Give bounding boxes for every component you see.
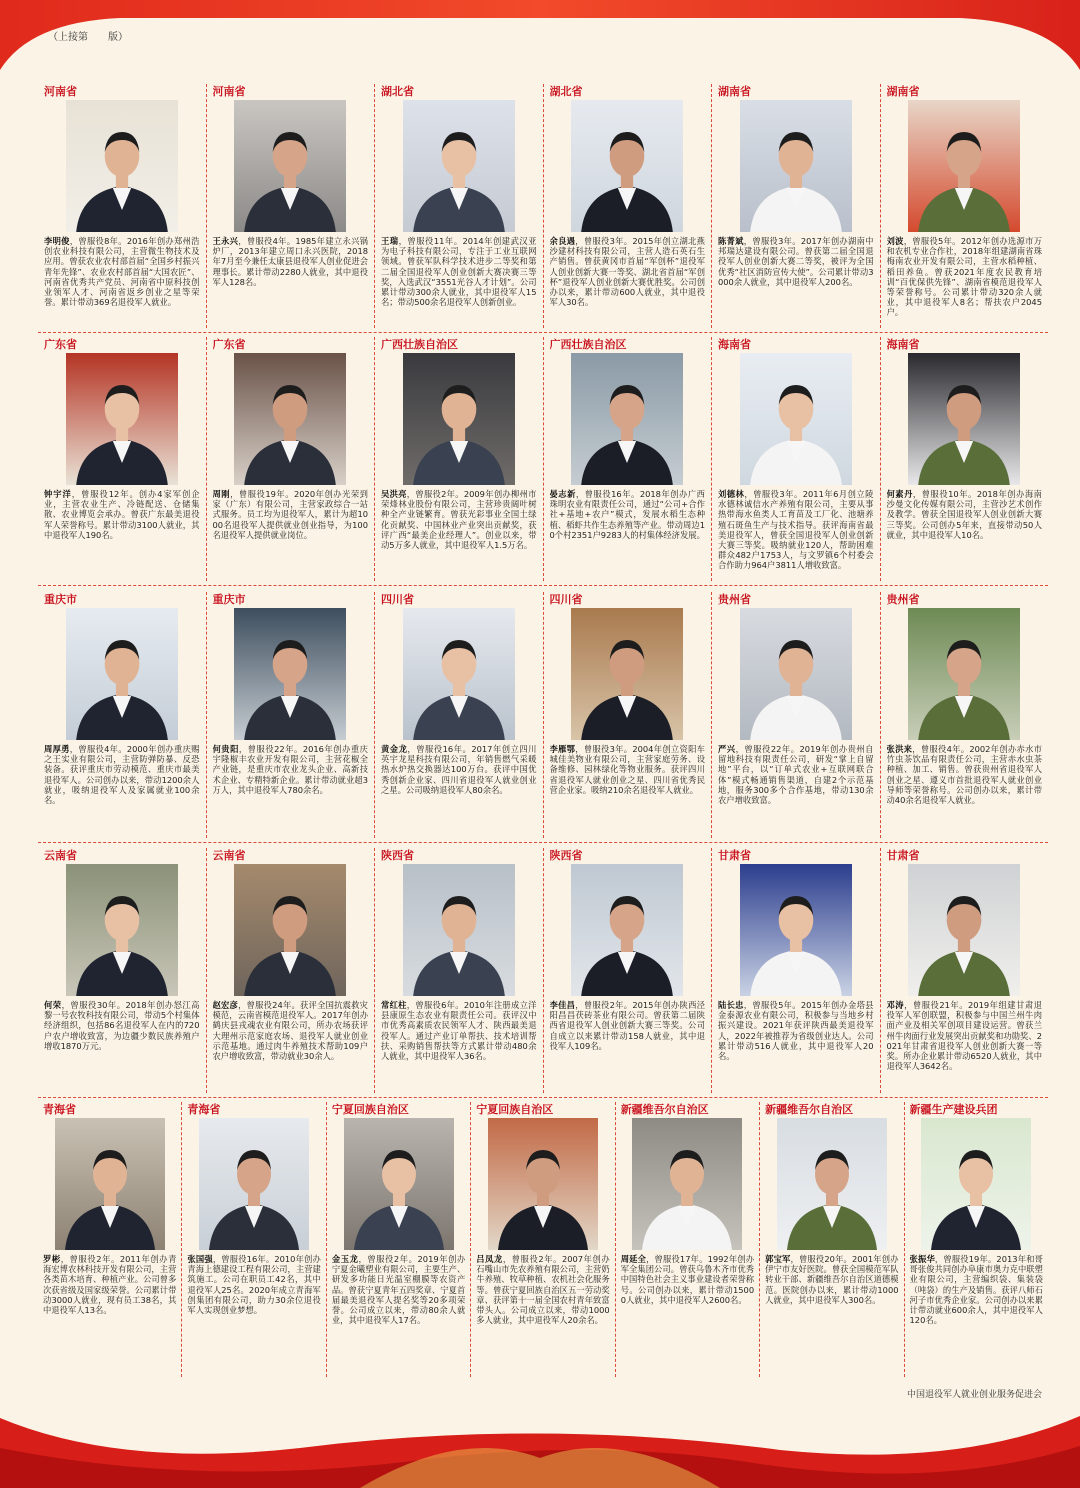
person-name: 张振华 [909, 1254, 935, 1264]
person-bio: ，曾服役8年。2016年创办郑州浩创农业科技有限公司，主营微生物技术及应用。曾获农业农村部首届“全国乡村振兴青年先锋”、农业农村部首届“大国农匠”、河南省优秀共产党员、河南省中原科技创业领军人才、河南省返乡创业之星等荣誉。累计带动369名退役军人就业。 [44, 236, 200, 308]
person-name: 刘波 [886, 236, 904, 246]
veteran-profile-card [38, 1102, 182, 1377]
profile-text [43, 1254, 176, 1375]
veteran-profile-card [375, 592, 544, 838]
portrait-photo [199, 1118, 309, 1250]
person-bio: ，曾服役2年。2019年创办宁夏金曦塑业有限公司，主要生产、研发多功能日光温室棚膜等农资产品。曾获宁夏青年五四奖章、宁夏首届最美退役军人提名奖等20多项荣誉。公司成立以来，带动80余人就业，其中退役军人17名。 [331, 1254, 466, 1326]
person-name: 陈菁斌 [718, 236, 744, 246]
footer-organization: 中国退役军人就业创业服务促进会 [906, 1390, 1042, 1400]
province-label: 湖南省 [886, 85, 920, 98]
profile-text [187, 1254, 320, 1375]
veteran-profile-card [471, 1102, 615, 1377]
profile-text [381, 744, 537, 836]
province-label: 广西壮族自治区 [381, 338, 458, 351]
veteran-profile-card [544, 848, 713, 1093]
profile-text [887, 489, 1043, 579]
veteran-profile-card [38, 337, 207, 581]
portrait-photo [403, 608, 515, 740]
portrait-photo [488, 1118, 598, 1250]
person-bio: ，曾服役16年。2017年创立四川英宇龙星科技有限公司，年销售燃气采暖热水炉热交换器达100万台。获评中国优秀创新企业家、四川省退役军人就业创业之星。公司吸纳退役军人80余名。 [381, 744, 537, 795]
person-name: 李雁鄂 [549, 744, 576, 754]
province-label: 宁夏回族自治区 [476, 1103, 554, 1116]
province-label: 广西壮族自治区 [549, 338, 627, 351]
veteran-profile-card [207, 84, 376, 328]
profile-text [550, 489, 706, 579]
veteran-profile-card [375, 84, 544, 328]
person-name: 金玉龙 [331, 1254, 359, 1264]
province-label: 云南省 [44, 849, 77, 862]
person-name: 刘德林 [718, 489, 745, 499]
province-label: 云南省 [212, 849, 246, 862]
portrait-photo [908, 353, 1020, 485]
profile-text [381, 236, 537, 326]
portrait-photo [740, 353, 852, 485]
person-bio: ，曾服役4年。2000年创办重庆赐之王实业有限公司，主营防弹防暴、反恐装备。获评重庆市劳动模范、重庆市最美退役军人。公司创办以来，带动1200余人就业，吸纳退役军人及家属就业100余名。 [44, 744, 200, 806]
portrait-photo [403, 353, 515, 485]
person-name: 邓涛 [886, 1000, 905, 1010]
portrait-photo [571, 864, 683, 996]
province-label: 贵州省 [886, 593, 920, 606]
profile-text [718, 1000, 874, 1091]
bottom-decorative-band [0, 1398, 1080, 1488]
veteran-profile-card [712, 592, 881, 838]
person-name: 何素丹 [886, 489, 913, 499]
portrait-photo [234, 100, 346, 232]
profile-text [44, 1000, 200, 1091]
profile-text [718, 489, 874, 579]
province-label: 四川省 [381, 593, 414, 606]
profile-row [38, 337, 1048, 581]
portrait-photo [908, 100, 1020, 232]
person-bio: ，曾服役4年。2002年创办赤水市竹虫茶饮品有限责任公司，主营赤水虫茶种植、加工、销售。曾获贵州省退役军人创业之星、遵义市首批退役军人就业创业导师等荣誉称号。公司创办以来，累计带动40余名退役军人就业。 [886, 744, 1042, 806]
person-bio: ，曾服役2年。2007年创办石嘴山市先农养殖有限公司，主营奶牛养殖、牧草种植、农机社会化服务等。曾获宁夏回族自治区五一劳动奖章、获评第十一届全国农村青年致富带头人。公司成立以来，带动1000多人就业，其中退役军人20余名。 [476, 1254, 610, 1326]
person-bio: ，曾服役22年。2019年创办贵州自留地科技有限责任公司，研发“掌上自留地”平台，以“订单式农业+互联网联合体”模式畅通销售渠道，自建2个示范基地，服务300多个合作基地，带动130余农户增收致富。 [718, 744, 874, 806]
profile-text [887, 236, 1043, 326]
person-bio: ，曾服役3年。2011年6月创立陵水德林诚信水产养殖有限公司，主要从事热带海水鱼类人工育苗及工厂化、池塘养殖石斑鱼生产与技术指导。获评海南省最美退役军人，曾获全国退役军人创业创新大赛三等奖。吸纳就业120人，帮助困难群众482户1753人，与文罗镇6个村委会合作助力964户3811人增收致富。 [718, 489, 874, 571]
province-label: 重庆市 [212, 593, 246, 606]
province-label: 青海省 [187, 1103, 221, 1116]
province-label: 陕西省 [549, 849, 583, 862]
province-label: 甘肃省 [886, 849, 920, 862]
row-divider [38, 585, 1048, 586]
portrait-photo [777, 1118, 887, 1250]
person-bio: ，曾服役16年。2010年创办青海上德建设工程有限公司，主营建筑施工。公司在职员工42名，其中退役军人25名。2020年成立青海军创集团有限公司，助力30余位退役军人实现创业梦想。 [187, 1254, 321, 1316]
person-name: 郭宝军 [765, 1254, 791, 1264]
person-name: 何贵阳 [212, 744, 239, 754]
person-bio: ，曾服役24年。获评全国抗震救灾模范，云南省模范退役军人。2017年创办鹤庆县戎魂农业有限公司，所办农场获评大理州示范家庭农场、退役军人就业创业示范基地。通过肉牛养殖技术帮助109户农户增收致富，带动就业30余人。 [212, 1000, 368, 1062]
person-bio: ，曾服役5年。2012年创办选源市万和农机专业合作社，2018年组建湖南省珠梅南农业开发有限公司，主营水稻种植、稻田养鱼。曾获2021年度农民教育培训“百优保供先锋”、湖南省模范退役军人等荣誉称号。公司累计带动320余人就业，其中退役军人8名；帮扶农户2045户。 [886, 236, 1042, 318]
province-label: 河南省 [44, 85, 77, 98]
province-label: 重庆市 [44, 593, 77, 606]
portrait-photo [234, 608, 346, 740]
province-label: 青海省 [43, 1103, 76, 1116]
person-bio: ，曾服役2年。2009年创办柳州市荣烽林业股份有限公司，主营珍贵阔叶树种全产业链繁育。曾获光彩事业全国土绿化贡献奖、中国林业产业突出贡献奖，获评广西“最美企业经理人”。创业以来，带动5万多人就业，其中退役军人1.5万名。 [381, 489, 537, 551]
person-name: 严兴 [718, 744, 736, 754]
profile-row [38, 1102, 1048, 1377]
person-bio: ，曾服役2年。2011年创办青海宏博农林科技开发有限公司，主营各类苗木培育、种植产业。公司曾多次获省级及国家级荣誉。公司累计带动3000人就业，现有员工38名，其中退役军人13名。 [43, 1254, 177, 1316]
person-bio: ，曾服役2年。2015年创办陕西泾阳昌昌茯砖茶业有限公司。曾获第二届陕西省退役军人创业创新大赛三等奖。公司自成立以来累计带动158人就业，其中退役军人109名。 [549, 1000, 705, 1051]
veteran-profile-card [544, 337, 713, 581]
person-bio: ，曾服役16年。2018年创办广西珠明农业有限责任公司，通过“公司+合作社+基地+农户”模式，发展水稻生态种植、稻虾共作生态养殖等产业。带动周边10个村2351户9283人的村集体经济发展。 [549, 489, 705, 540]
profile-text [332, 1254, 465, 1375]
row-divider [38, 842, 1048, 843]
veteran-profile-card [38, 592, 207, 838]
veteran-profile-card [207, 337, 376, 581]
province-label: 贵州省 [718, 593, 751, 606]
portrait-photo [234, 864, 346, 996]
portrait-photo [571, 608, 683, 740]
province-label: 海南省 [886, 338, 920, 351]
province-label: 河南省 [212, 85, 246, 98]
veteran-profile-card [712, 84, 881, 328]
portrait-photo [632, 1118, 742, 1250]
portrait-photo [921, 1118, 1031, 1250]
person-name: 周厚勇 [44, 744, 70, 754]
profile-text [381, 1000, 537, 1091]
province-label: 甘肃省 [718, 849, 751, 862]
portrait-photo [66, 608, 178, 740]
person-bio: ，曾服役4年。1985年建立永兴锅炉厂，2013年建立周口永兴医院，2018年7月至今兼任太康县退役军人创业促进会理事长。累计带动2280人就业，其中退役军人128名。 [212, 236, 368, 287]
profile-text [381, 489, 537, 579]
person-name: 罗彬 [43, 1254, 61, 1264]
profile-text [550, 744, 706, 836]
row-divider [38, 1097, 1048, 1098]
person-name: 何荣 [44, 1000, 62, 1010]
veteran-profile-card [207, 848, 376, 1093]
profile-text [213, 1000, 369, 1091]
profile-row [38, 848, 1048, 1093]
portrait-photo [55, 1118, 165, 1250]
veteran-profile-card [760, 1102, 904, 1377]
veteran-profile-card [544, 84, 713, 328]
person-bio: ，曾服役3年。2017年创办湖南中邦瑞达建设有限公司。曾获第二届全国退役军人创业创新大赛二等奖，被评为全国优秀“社区消防宣传大使”。公司累计带动3000余人就业，其中退役军人200名。 [718, 236, 874, 287]
page-continuation-label: （上接第 版） [48, 32, 128, 43]
person-bio: ，曾服役6年。2010年注册成立洋县康原生态农业有限责任公司。获评汉中市优秀高素质农民领军人才、陕西最美退役军人。通过产业订单帮扶、技术培训帮扶、采购销售帮扶等方式累计带动480余人就业，其中退役军人36名。 [381, 1000, 537, 1062]
person-name: 周刚 [212, 489, 231, 499]
person-bio: ，曾服役12年。创办4家军创企业，主营农业生产、冷链配送、仓储集散、农业博览会承办。曾获广东最美退役军人荣誉称号。累计带动3100人就业，其中退役军人190名。 [44, 489, 200, 540]
person-name: 赵宏彦 [212, 1000, 239, 1010]
person-name: 周延全 [620, 1254, 647, 1264]
profile-text [718, 744, 874, 836]
profile-text [718, 236, 874, 326]
person-bio: ，曾服役21年。2019年组建甘肃退役军人军创联盟，积极参与中国兰州牛肉面产业及相关军创项目建设运营。曾获兰州牛肉面行业发展突出贡献奖和功勋奖、2021年甘肃省退役军人创业创新大赛一等奖。所办企业累计带动6520人就业，其中退役军人3642名。 [886, 1000, 1042, 1072]
province-label: 宁夏回族自治区 [331, 1103, 409, 1116]
person-bio: ，曾服役3年。2015年创立湖北燕沙建材科技有限公司，主营人造石英石生产销售。曾获黄冈市首届“军创杯”退役军人创业创新大赛一等奖、湖北省首届“军创杯”退役军人创业创新大赛优胜奖。公司创办以来，累计带动600人就业，其中退役军人30名。 [549, 236, 705, 308]
person-name: 王永兴 [212, 236, 239, 246]
portrait-photo [403, 100, 515, 232]
profile-row [38, 592, 1048, 838]
veteran-profile-card [905, 1102, 1048, 1377]
top-decorative-band [0, 0, 1080, 70]
profile-text [44, 236, 200, 326]
row-divider [38, 332, 1048, 333]
profile-text [887, 1000, 1043, 1091]
province-label: 新疆维吾尔自治区 [620, 1103, 709, 1116]
veteran-profile-card [327, 1102, 471, 1377]
profile-text [910, 1254, 1043, 1375]
portrait-photo [66, 353, 178, 485]
veteran-profile-card [616, 1102, 760, 1377]
profile-row [38, 84, 1048, 328]
person-name: 李明俊 [44, 236, 70, 246]
person-name: 余良遇 [549, 236, 576, 246]
person-name: 晏志新 [549, 489, 576, 499]
person-bio: ，曾服役3年。2004年创立资阳车城佳美物业有限公司，主营家庭劳务、设备维修、园林绿化等物业服务。获评四川省退役军人就业创业之星、四川省优秀民营企业家。吸纳210余名退役军人就业。 [549, 744, 705, 795]
veteran-profile-card [544, 592, 713, 838]
person-name: 王瑞 [381, 236, 399, 246]
veteran-profile-card [375, 848, 544, 1093]
profile-text [476, 1254, 609, 1375]
profile-text [550, 1000, 706, 1091]
portrait-photo [403, 864, 515, 996]
person-bio: ，曾服役30年。2018年创办怒江高黎一号农牧科技有限公司，带动5个村集体经济组织，包括86名退役军人在内的720户农户增收致富，为边疆少数民族养殖户增收1870万元。 [44, 1000, 200, 1051]
person-name: 陆长忠 [718, 1000, 744, 1010]
portrait-photo [66, 864, 178, 996]
person-bio: ，曾服役5年。2015年创办金塔县金泰源农业有限公司，积极参与当地乡村振兴建设。2021年获评陕西最美退役军人，2022年被推荐为省级创业达人。公司累计带动516人就业，其中退役军人20名。 [718, 1000, 874, 1062]
veteran-profile-card [881, 337, 1049, 581]
person-bio: ，曾服役20年。2001年创办伊宁市友好医院。曾获全国模范军队转业干部、新疆维吾尔自治区道德模范。医院创办以来，累计带动1000人就业，其中退役军人300名。 [765, 1254, 899, 1305]
person-name: 李佳昌 [549, 1000, 576, 1010]
province-label: 湖北省 [381, 85, 414, 98]
province-label: 新疆生产建设兵团 [909, 1103, 998, 1116]
veteran-profile-card [712, 848, 881, 1093]
profile-text [550, 236, 706, 326]
province-label: 新疆维吾尔自治区 [765, 1103, 854, 1116]
person-bio: ，曾服役17年。1992年创办军全集团公司。曾获乌鲁木齐市优秀中国特色社会主义事业建设者荣誉称号。公司创办以来，累计带动15000人就业，其中退役军人2600名。 [620, 1254, 755, 1305]
veteran-profile-card [375, 337, 544, 581]
province-label: 广东省 [212, 338, 246, 351]
portrait-photo [571, 100, 683, 232]
person-bio: ，曾服役10年。2018年创办海南沙曼文化传媒有限公司，主营沙艺术创作及教学。曾获全国退役军人创业创新大赛三等奖。公司创办5年来，直接带动50人就业，其中退役军人10名。 [886, 489, 1042, 540]
province-label: 陕西省 [381, 849, 414, 862]
profile-text [44, 489, 200, 579]
person-name: 吕凤龙 [476, 1254, 503, 1264]
profile-text [621, 1254, 754, 1375]
profile-text [213, 744, 369, 836]
portrait-photo [66, 100, 178, 232]
person-bio: ，曾服役19年。2013年和哥哥张俊共同创办阜康市奥力克中联塑业有限公司，主营编织袋、集装袋（吨袋）的生产及销售。获评八师石河子市优秀企业家。公司创办以来累计带动就业600余人，其中退役军人120名。 [909, 1254, 1043, 1326]
veteran-profile-card [182, 1102, 326, 1377]
portrait-photo [234, 353, 346, 485]
person-bio: ，曾服役11年。2014年创建武汉亚为电子科技有限公司，专注于工业互联网领域。曾获军队科学技术进步二等奖和第二届全国退役军人创业创新大赛决赛三等奖，入选武汉“3551光谷人才计划”。公司累计带动300余人就业，其中退役军人15名；带动500余名退役军人创新创业。 [381, 236, 537, 308]
person-name: 黄金龙 [381, 744, 408, 754]
portrait-photo [344, 1118, 454, 1250]
province-label: 广东省 [44, 338, 77, 351]
profile-text [213, 489, 369, 579]
person-name: 常红柱 [381, 1000, 407, 1010]
veteran-profile-card [38, 84, 207, 328]
province-label: 湖南省 [718, 85, 751, 98]
person-name: 张国强 [187, 1254, 213, 1264]
province-label: 四川省 [549, 593, 583, 606]
portrait-photo [740, 608, 852, 740]
profile-text [44, 744, 200, 836]
person-bio: ，曾服役22年。2016年创办重庆宇隆椒丰农业开发有限公司，主营花椒全产业链，是重庆市农业龙头企业、高新技术企业、专精特新企业。累计带动就业超3万人，其中退役军人780余名。 [212, 744, 368, 795]
portrait-photo [740, 100, 852, 232]
veteran-profile-card [881, 592, 1049, 838]
veteran-profile-card [712, 337, 881, 581]
person-name: 吴洪亮 [381, 489, 407, 499]
veteran-profile-card [881, 84, 1049, 328]
profile-text [213, 236, 369, 326]
person-name: 钟宇洋 [44, 489, 72, 499]
person-name: 张洪来 [886, 744, 913, 754]
portrait-photo [571, 353, 683, 485]
profile-text [765, 1254, 898, 1375]
province-label: 湖北省 [549, 85, 583, 98]
province-label: 海南省 [718, 338, 751, 351]
portrait-photo [740, 864, 852, 996]
portrait-photo [908, 608, 1020, 740]
profile-text [887, 744, 1043, 836]
veteran-profile-card [207, 592, 376, 838]
portrait-photo [908, 864, 1020, 996]
veteran-profile-card [38, 848, 207, 1093]
person-bio: ，曾服役19年。2020年创办光荣到家（广东）有限公司，主营家政综合一站式服务。员工均为退役军人，累计为超1000名退役军人提供就业创业指导，为100名退役军人提供就业岗位。 [212, 489, 368, 540]
veteran-profile-card [881, 848, 1049, 1093]
